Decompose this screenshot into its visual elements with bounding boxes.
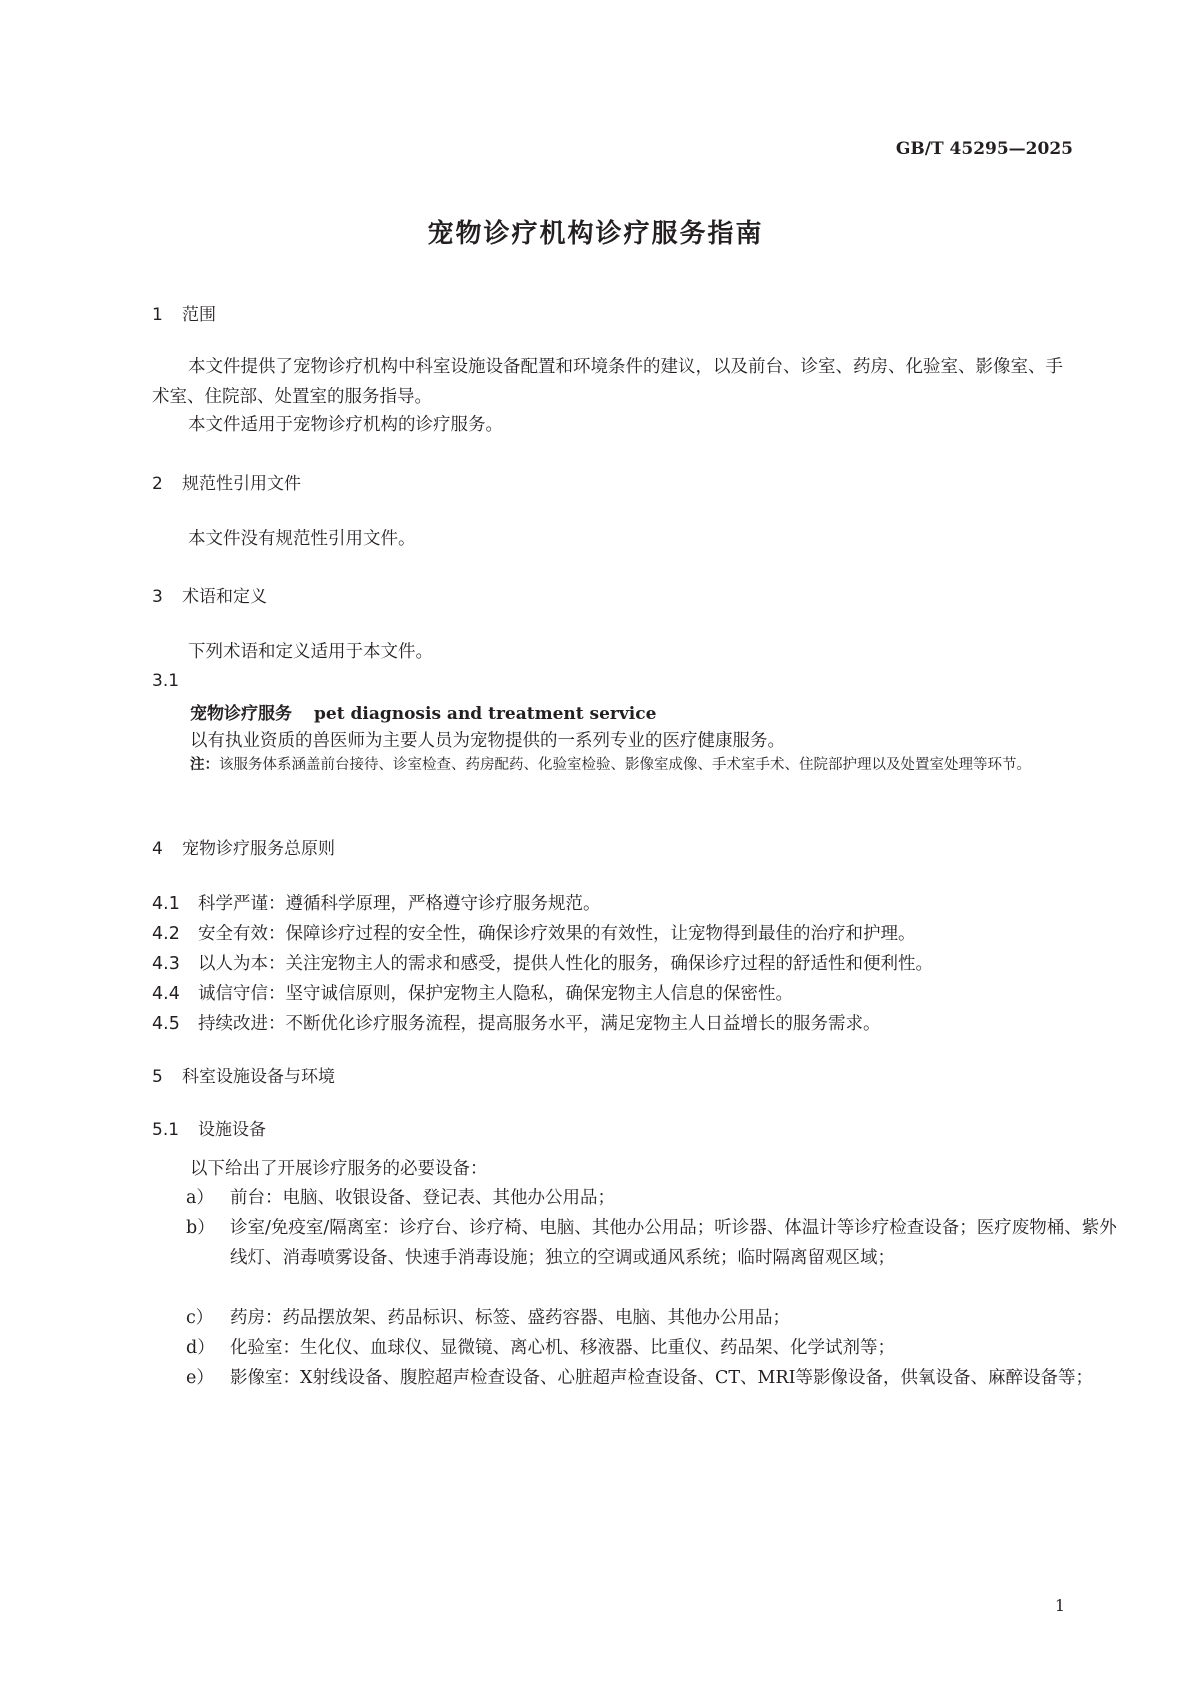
- clause-number: 4.2: [152, 924, 180, 944]
- term-number: 3.1: [152, 671, 180, 691]
- normative-references-paragraph: 本文件没有规范性引用文件。: [188, 529, 416, 549]
- terms-intro-paragraph: 下列术语和定义适用于本文件。: [188, 642, 433, 662]
- term-definition: 以有执业资质的兽医师为主要人员为宠物提供的一系列专业的医疗健康服务。: [190, 731, 785, 751]
- section-title: 规范性引用文件: [182, 474, 301, 494]
- list-marker: b）: [186, 1218, 215, 1238]
- list-marker: a）: [186, 1188, 214, 1208]
- equipment-list-item: [186, 1183, 1120, 1213]
- clause-text: 以人为本：关注宠物主人的需求和感受，提供人性化的服务，确保诊疗过程的舒适性和便利性。: [198, 954, 933, 974]
- list-item-text: 化验室：生化仪、血球仪、显微镜、离心机、移液器、比重仪、药品架、化学试剂等；: [230, 1338, 895, 1358]
- principle-item: [152, 980, 793, 1005]
- equipment-list-item: [186, 1213, 1120, 1273]
- section-5-heading: [152, 1062, 335, 1087]
- equipment-list-item: [186, 1303, 1120, 1333]
- clause-number: 4.3: [152, 954, 180, 974]
- scope-paragraph-1: 本文件提供了宠物诊疗机构中科室设施设备配置和环境条件的建议，以及前台、诊室、药房、化验室、影像室、手术室、住院部、处置室的服务指导。: [152, 357, 1063, 407]
- equipment-list-item: [186, 1333, 1120, 1363]
- list-marker: c）: [186, 1308, 214, 1328]
- page-number: 1: [1054, 1596, 1065, 1615]
- clause-text: 持续改进：不断优化诊疗服务流程，提高服务水平，满足宠物主人日益增长的服务需求。: [198, 1014, 881, 1034]
- clause-number: 4.5: [152, 1014, 180, 1034]
- equipment-list-item: [186, 1363, 1120, 1393]
- section-4-heading: [152, 834, 335, 859]
- principle-item: [152, 950, 933, 975]
- list-item-text: 药房：药品摆放架、药品标识、标签、盛药容器、电脑、其他办公用品；: [230, 1308, 790, 1328]
- section-2-heading: [152, 469, 301, 494]
- clause-number: 4.4: [152, 984, 180, 1004]
- list-item-text: 影像室：X射线设备、腹腔超声检查设备、心脏超声检查设备、CT、MRI等影像设备，供氧设备、麻醉设备等；: [230, 1368, 1094, 1388]
- section-title: 科室设施设备与环境: [182, 1067, 335, 1087]
- equipment-intro: 以下给出了开展诊疗服务的必要设备：: [190, 1159, 488, 1179]
- list-marker: d）: [186, 1338, 215, 1358]
- section-3-heading: [152, 582, 267, 607]
- principle-item: [152, 920, 916, 945]
- subsection-5-1-heading: [152, 1115, 266, 1140]
- page-title: 宠物诊疗机构诊疗服务指南: [427, 219, 764, 249]
- document-number: GB/T 45295—2025: [895, 139, 1073, 159]
- note-label: 注：: [190, 756, 219, 773]
- term-note: [190, 752, 1110, 778]
- scope-paragraph-2: 本文件适用于宠物诊疗机构的诊疗服务。: [188, 415, 503, 435]
- clause-text: 安全有效：保障诊疗过程的安全性，确保诊疗效果的有效性，让宠物得到最佳的治疗和护理。: [198, 924, 916, 944]
- section-number: 1: [152, 305, 163, 325]
- section-1-heading: [152, 300, 216, 325]
- subsection-title: 设施设备: [198, 1120, 266, 1140]
- term-entry: [190, 699, 656, 724]
- term-chinese: 宠物诊疗服务: [190, 704, 292, 724]
- clause-text: 科学严谨：遵循科学原理，严格遵守诊疗服务规范。: [198, 894, 601, 914]
- term-english: pet diagnosis and treatment service: [314, 704, 657, 724]
- section-title: 术语和定义: [182, 587, 267, 607]
- clause-number: 4.1: [152, 894, 180, 914]
- principle-item: [152, 1010, 881, 1035]
- subsection-number: 5.1: [152, 1120, 180, 1140]
- list-item-text: 前台：电脑、收银设备、登记表、其他办公用品；: [230, 1188, 615, 1208]
- section-title: 宠物诊疗服务总原则: [182, 839, 335, 859]
- section-number: 2: [152, 474, 163, 494]
- section-number: 4: [152, 839, 163, 859]
- section-number: 5: [152, 1067, 163, 1087]
- note-text: 该服务体系涵盖前台接待、诊室检查、药房配药、化验室检验、影像室成像、手术室手术、住院部护理以及处置室处理等环节。: [219, 757, 1031, 773]
- clause-text: 诚信守信：坚守诚信原则，保护宠物主人隐私，确保宠物主人信息的保密性。: [198, 984, 793, 1004]
- section-title: 范围: [182, 305, 216, 325]
- list-item-text: 诊室/免疫室/隔离室：诊疗台、诊疗椅、电脑、其他办公用品；听诊器、体温计等诊疗检查设备；医疗废物桶、紫外线灯、消毒喷雾设备、快速手消毒设施；独立的空调或通风系统；临时隔离留观区域；: [230, 1218, 1117, 1268]
- principle-item: [152, 890, 601, 915]
- list-marker: e）: [186, 1368, 214, 1388]
- section-number: 3: [152, 587, 163, 607]
